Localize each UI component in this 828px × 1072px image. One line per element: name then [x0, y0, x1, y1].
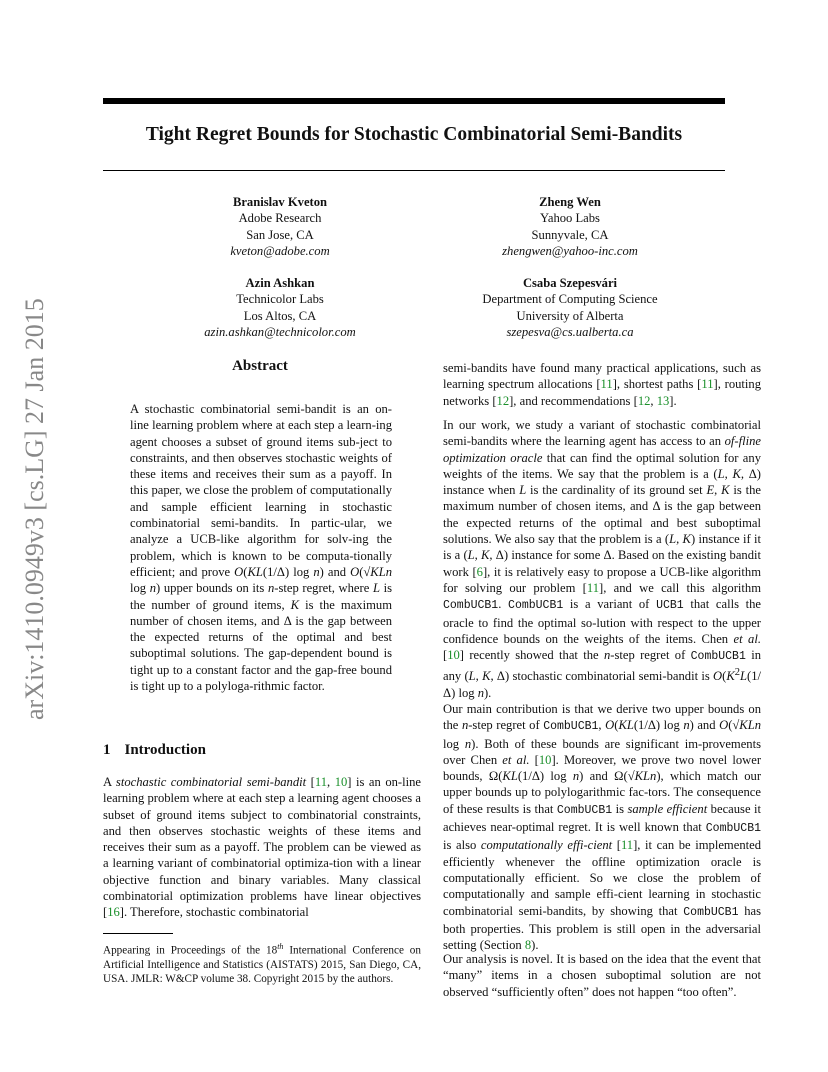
intro-paragraph-1: A stochastic combinatorial semi-bandit [11, 10] is an on-line learning problem where at each step a learning agent chooses a subset of ground items subject to combinatorial constraints, and then observes stochastic weights of these items and receives their sum as a payoff. The problem can be viewed as a learning variant of combinatorial optimiza-tion with a linear objective function and binary variables. Many classical combinatorial optimization problems have linear objectives [16]. Therefore, stochastic combinatorial — [103, 775, 421, 920]
title-rule — [103, 170, 725, 171]
author-email[interactable]: zhengwen@yahoo-inc.com — [502, 243, 638, 258]
author-block-2 — [470, 194, 670, 259]
footnote-rule — [103, 933, 173, 934]
section-heading-introduction — [103, 742, 220, 759]
author-email[interactable]: kveton@adobe.com — [230, 243, 330, 258]
author-email[interactable]: azin.ashkan@technicolor.com — [204, 324, 356, 339]
author-name: Csaba Szepesvári — [522, 276, 618, 290]
author-location: Sunnyvale, CA — [531, 227, 609, 242]
intro-paragraph-1-cont: semi-bandits have found many practical applications, such as learning spectrum allocations [11], shortest paths [11], routing networks [12], and recommendations [12, 13]. — [443, 361, 762, 408]
author-affiliation: Department of Computing Science — [482, 292, 658, 307]
author-name: Branislav Kveton — [232, 195, 328, 209]
author-affiliation: Technicolor Labs — [236, 292, 324, 307]
author-affiliation: Adobe Research — [238, 211, 322, 226]
intro-paragraph-4: Our analysis is novel. It is based on the idea that the event that “many” items in a chosen suboptimal solution are not observed “sufficiently often” does not happen “too often”. — [443, 952, 761, 999]
arxiv-watermark: arXiv:1410.0949v3 [cs.LG] 27 Jan 2015 — [20, 298, 49, 720]
author-block-3 — [190, 275, 370, 340]
author-location: University of Alberta — [516, 308, 624, 323]
author-name: Azin Ashkan — [245, 276, 315, 290]
abstract-text: A stochastic combinatorial semi-bandit is an on-line learning problem where at each step a learn-ing agent chooses a subset of ground items sub-ject to constraints, and then observes stochastic weights of these items and receives their sum as a payoff. In this paper, we close the problem of computationally and sample efficient learning in stochastic combinatorial semi-bandits. In partic-ular, we analyze a UCB-like algorithm for solv-ing the problem, which is known to be computa-tionally efficient; and prove O(KL(1/Δ) log n) and O(√KLn log n) upper bounds on its n-step regret, where L is the number of ground items, K is the maximum number of chosen items, and Δ is the gap between the expected returns of the optimal and best suboptimal solutions. The gap-dependent bound is tight up to a constant factor and the gap-free bound is tight up to a polyloga-rithmic factor. — [130, 402, 392, 694]
section-title: Introduction — [124, 742, 206, 758]
section-number: 1 — [103, 742, 111, 758]
footnote: Appearing in Proceedings of the 18th International Conference on Artificial Intelligence and Statistics (AISTATS) 2015, San Diego, CA, USA. JMLR: W&CP volume 38. Copyright 2015 by the authors. — [103, 942, 421, 985]
author-location: San Jose, CA — [246, 227, 314, 242]
intro-paragraph-3: Our main contribution is that we derive two upper bounds on the n-step regret of CombUCB1, O(KL(1/Δ) log n) and O(√KLn log n). Both of these bounds are significant im-provements over Chen et al. [10]. Moreover, we prove two novel lower bounds, Ω(KL(1/Δ) log n) and Ω(√KLn), which match our upper bounds up to polylogarithmic fac-tors. The consequence of these results is that CombUCB1 is sample efficient because it achieves near-optimal regret. It is well known that CombUCB1 is also computationally effi-cient [11], it can be implemented efficiently whenever the offline optimization oracle is computationally efficient. So we close the problem of computationally and sample effi-cient learning in stochastic combinatorial semi-bandits, by showing that CombUCB1 has both properties. This problem is still open in the adversarial setting (Section 8). — [443, 702, 762, 953]
author-affiliation: Yahoo Labs — [540, 211, 600, 226]
author-block-4 — [460, 275, 680, 340]
author-location: Los Altos, CA — [243, 308, 317, 323]
top-rule — [103, 98, 725, 104]
author-name: Zheng Wen — [539, 195, 601, 209]
paper-title: Tight Regret Bounds for Stochastic Combinatorial Semi-Bandits — [145, 124, 683, 145]
intro-paragraph-2: In our work, we study a variant of stochastic combinatorial semi-bandits where the learning agent has access to an of-fline optimization oracle that can find the optimal solution for any weights of the items. We say that the problem is a (L, K, Δ) instance when L is the cardinality of its ground set E, K is the maximum number of chosen items, and Δ is the gap between the expected returns of the optimal and best suboptimal solutions. We also say that the problem is a (L, K) instance if it is a (L, K, Δ) instance for some Δ. Based on the existing bandit work [6], it is relatively easy to propose a UCB-like algorithm for solving our problem [11], and we call this algorithm CombUCB1. CombUCB1 is a variant of UCB1 that calls the oracle to find the optimal so-lution with respect to the upper confidence bounds on the weights of the items. Chen et al. [10] recently showed that the n-step regret of CombUCB1 in any (L, K, Δ) stochastic combinatorial semi-bandit is $O(K^2L(1/\Delta)$ log n). — [443, 418, 762, 700]
author-email[interactable]: szepesva@cs.ualberta.ca — [506, 324, 634, 339]
author-block-1 — [190, 194, 370, 259]
abstract-heading: Abstract — [232, 358, 288, 374]
